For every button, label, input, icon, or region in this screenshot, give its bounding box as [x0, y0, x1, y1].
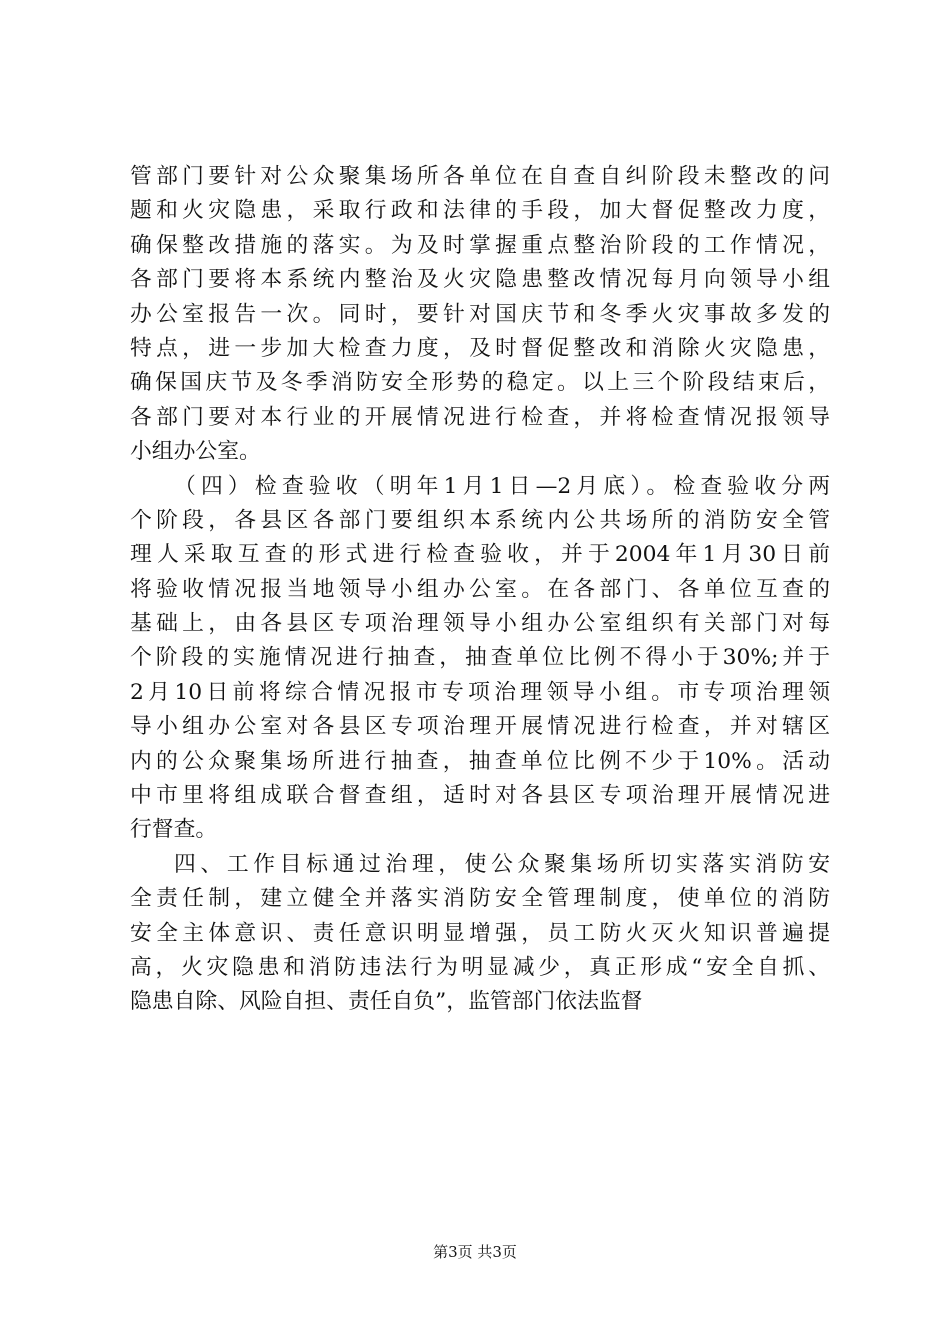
text-line: 各部门要将本系统内整治及火灾隐患整改情况每月向领导小组 — [130, 267, 830, 293]
text-line: 确保国庆节及冬季消防安全形势的稳定。以上三个阶段结束后， — [130, 370, 830, 396]
text-line: 基础上，由各县区专项治理领导小组办公室组织有关部门对每 — [130, 611, 830, 637]
text-line: （四）检查验收（明年1月1日—2月底）。检查验收分两 — [174, 473, 830, 499]
text-line: 理人采取互查的形式进行检查验收，并于2004年1月30日前 — [130, 542, 830, 568]
text-line: 小组办公室。 — [130, 439, 261, 465]
text-line: 导小组办公室对各县区专项治理开展情况进行检查，并对辖区 — [130, 714, 830, 740]
text-line: 办公室报告一次。同时，要针对国庆节和冬季火灾事故多发的 — [130, 301, 830, 327]
text-line: 将验收情况报当地领导小组办公室。在各部门、各单位互查的 — [130, 576, 830, 602]
text-line: 行督查。 — [130, 817, 218, 843]
text-line: 高，火灾隐患和消防违法行为明显减少，真正形成“安全自抓、 — [130, 954, 830, 980]
document-body — [130, 160, 830, 1020]
text-line: 管部门要针对公众聚集场所各单位在自查自纠阶段未整改的问 — [130, 164, 830, 189]
paragraph-inspection-acceptance — [130, 470, 830, 848]
text-line: 个阶段的实施情况进行抽查，抽查单位比例不得小于30%;并于 — [130, 645, 830, 671]
text-line: 2月10日前将综合情况报市专项治理领导小组。市专项治理领 — [130, 679, 830, 705]
paragraph-rectification — [130, 160, 830, 470]
text-line: 安全主体意识、责任意识明显增强，员工防火灭火知识普遍提 — [130, 920, 830, 946]
paragraph-work-goals — [130, 848, 830, 1020]
text-line: 确保整改措施的落实。为及时掌握重点整治阶段的工作情况， — [130, 232, 830, 258]
text-line: 各部门要对本行业的开展情况进行检查，并将检查情况报领导 — [130, 404, 830, 430]
text-line: 四、工作目标通过治理，使公众聚集场所切实落实消防安 — [174, 851, 830, 877]
text-line: 内的公众聚集场所进行抽查，抽查单位比例不少于10%。活动 — [130, 748, 830, 774]
text-line: 特点，进一步加大检查力度，及时督促整改和消除火灾隐患， — [130, 335, 830, 361]
text-line: 隐患自除、风险自担、责任自负”，监管部门依法监督 — [130, 989, 643, 1015]
text-line: 个阶段，各县区各部门要组织本系统内公共场所的消防安全管 — [130, 507, 830, 533]
page-number: 第3页 共3页 — [433, 1243, 517, 1261]
page-footer — [0, 1242, 950, 1262]
text-line: 全责任制，建立健全并落实消防安全管理制度，使单位的消防 — [130, 886, 830, 912]
text-line: 题和火灾隐患，采取行政和法律的手段，加大督促整改力度， — [130, 198, 830, 224]
text-line: 中市里将组成联合督查组，适时对各县区专项治理开展情况进 — [130, 783, 830, 809]
